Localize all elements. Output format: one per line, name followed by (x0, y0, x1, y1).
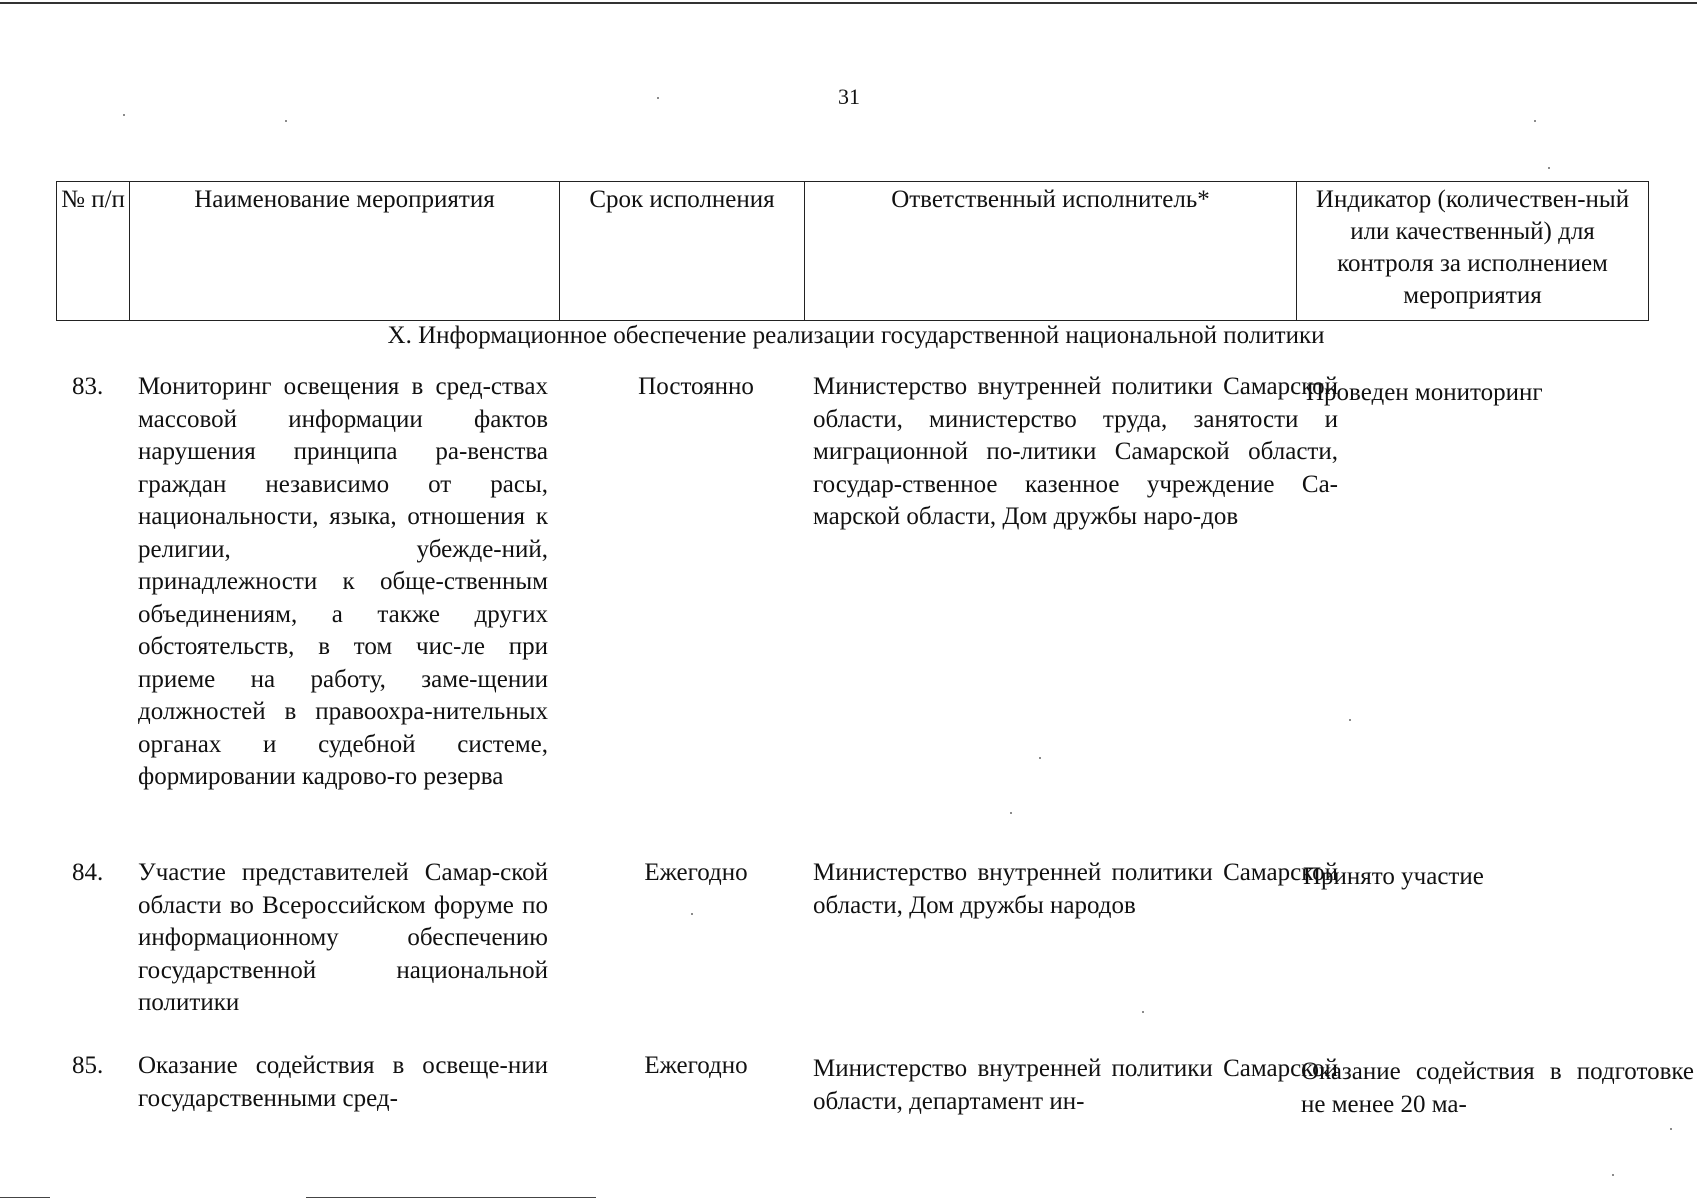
scan-speck (657, 97, 659, 99)
header-col-responsible: Ответственный исполнитель* (805, 182, 1297, 321)
scan-speck (1670, 1128, 1672, 1130)
header-col-indicator: Индикатор (количествен-ный или качественный) для контроля за исполнением мероприятия (1297, 182, 1649, 321)
row-responsible: Министерство внутренней политики Самарской области, Дом дружбы народов (813, 859, 1338, 919)
bottom-scan-line (0, 1197, 50, 1198)
row-responsible: Министерство внутренней политики Самарской области, департамент ин- (813, 1055, 1338, 1115)
scan-speck (691, 913, 693, 915)
table-header (56, 181, 1649, 321)
header-col-number: № п/п (57, 182, 130, 321)
scan-speck (1039, 757, 1041, 759)
header-col-name: Наименование мероприятия (130, 182, 560, 321)
row-term: Постоянно (638, 373, 754, 400)
scan-speck (285, 120, 287, 122)
row-name: Участие представителей Самар-ской области во Всероссийском форуме по информационному обеспечению государственной национальной политики (138, 859, 548, 1016)
row-term: Ежегодно (644, 859, 748, 886)
scan-speck (1142, 1011, 1144, 1013)
row-responsible: Министерство внутренней политики Самарской области, министерство труда, занятости и миграционной по-литики Самарской области, государ-ственное казенное учреждение Са-марской области, Дом дружбы наро-дов (813, 373, 1338, 530)
scan-speck (1548, 167, 1550, 169)
row-number: 83. (72, 373, 104, 400)
scan-speck (123, 114, 125, 116)
page-number: 31 (838, 84, 860, 109)
scan-speck (1010, 812, 1012, 814)
row-indicator: Принято участие (1303, 863, 1484, 890)
scan-speck (1612, 1174, 1614, 1176)
row-indicator: Проведен мониторинг (1306, 379, 1543, 406)
top-scan-line (0, 2, 1697, 4)
row-indicator: Оказание содействия в подготовке не менее 20 ма- (1301, 1058, 1694, 1118)
scan-speck (1349, 719, 1351, 721)
scan-speck (1534, 120, 1536, 122)
row-name: Мониторинг освещения в сред-ствах массовой информации фактов нарушения принципа ра-венства граждан независимо от расы, национальности, языка, отношения к религии, убежде-ний, принадлежности к обще-ственным объединениям, а также других обстоятельств, в том чис-ле при приеме на работу, заме-щении должностей в правоохра-нительных органах и судебной системе, формировании кадрово-го резерва (138, 373, 548, 790)
row-number: 85. (72, 1052, 104, 1079)
row-term: Ежегодно (644, 1052, 748, 1079)
row-name: Оказание содействия в освеще-нии государственными сред- (138, 1052, 548, 1112)
bottom-scan-line (306, 1197, 596, 1198)
row-number: 84. (72, 859, 104, 886)
header-col-term: Срок исполнения (560, 182, 805, 321)
section-title: X. Информационное обеспечение реализации государственной национальной политики (387, 322, 1325, 349)
